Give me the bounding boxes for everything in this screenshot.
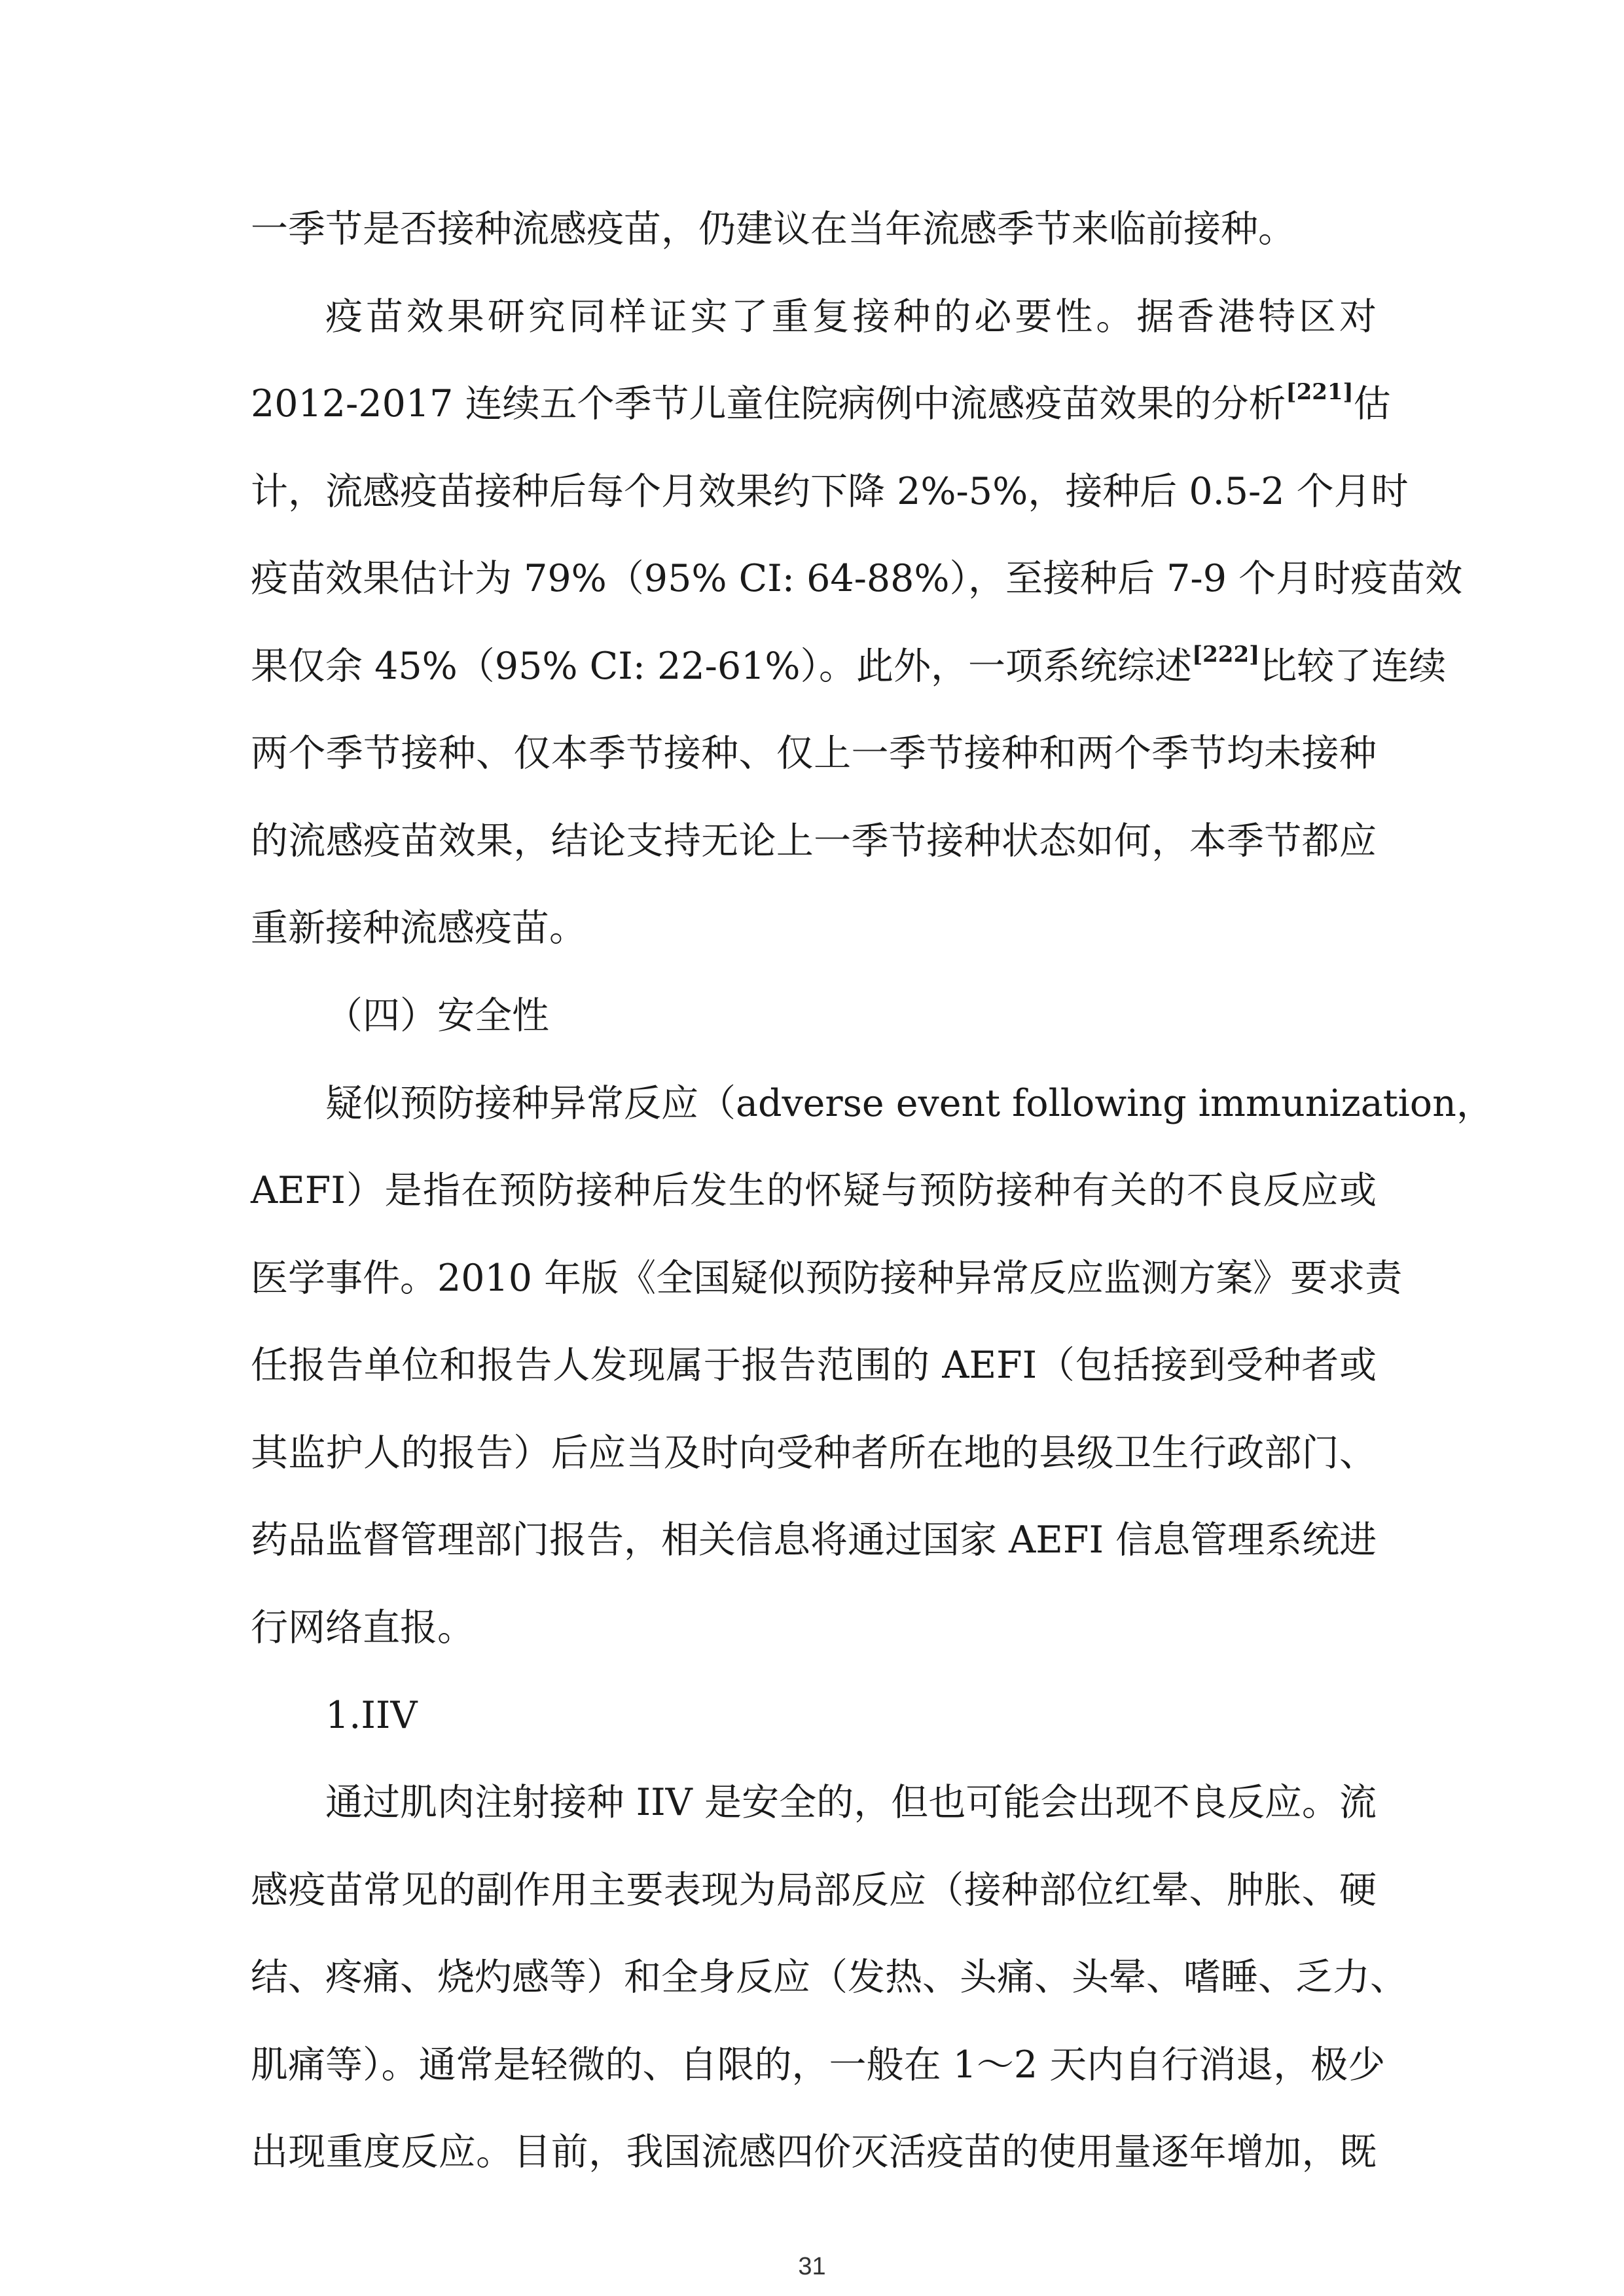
text-line: 疫苗效果估计为 79%（95% CI: 64-88%），至接种后 7-9 个月时疫苗效 <box>251 557 1463 600</box>
text-line: 计，流感疫苗接种后每个月效果约下降 2%-5%，接种后 0.5-2 个月时 <box>251 470 1409 513</box>
text-line: 结、疼痛、烧灼感等）和全身反应（发热、头痛、头晕、嗜睡、乏力、 <box>251 1956 1407 1999</box>
text-line: 任报告单位和报告人发现属于报告范围的 AEFI（包括接到受种者或 <box>251 1344 1377 1387</box>
text-line <box>251 640 1447 692</box>
text-line: 肌痛等）。通常是轻微的、自限的，一般在 1～2 天内自行消退，极少 <box>251 2043 1386 2087</box>
text-line: 两个季节接种、仅本季节接种、仅上一季节接种和两个季节均未接种 <box>251 732 1377 775</box>
text-segment: 2012-2017 连续五个季节儿童住院病例中流感疫苗效果的分析 <box>251 382 1286 425</box>
text-line: 的流感疫苗效果，结论支持无论上一季节接种状态如何，本季节都应 <box>251 819 1377 863</box>
text-line: 感疫苗常见的副作用主要表现为局部反应（接种部位红晕、肿胀、硬 <box>251 1869 1377 1912</box>
text-line: 通过肌肉注射接种 IIV 是安全的，但也可能会出现不良反应。流 <box>325 1781 1377 1824</box>
text-segment: 估 <box>1353 382 1391 425</box>
page-number: 31 <box>798 2253 826 2280</box>
text-line: 药品监督管理部门报告，相关信息将通过国家 AEFI 信息管理系统进 <box>251 1518 1377 1562</box>
text-line: 疑似预防接种异常反应（adverse event following immunization， <box>325 1082 1494 1125</box>
text-line: 一季节是否接种流感疫苗，仍建议在当年流感季节来临前接种。 <box>251 207 1295 251</box>
text-segment: 比较了连续 <box>1259 645 1447 688</box>
text-segment: 果仅余 45%（95% CI: 22-61%）。此外，一项系统综述 <box>251 645 1193 688</box>
subsection-heading: 1.IIV <box>325 1694 418 1737</box>
text-line: 出现重度反应。目前，我国流感四价灭活疫苗的使用量逐年增加，既 <box>251 2130 1377 2174</box>
text-line: 其监护人的报告）后应当及时向受种者所在地的县级卫生行政部门、 <box>251 1431 1377 1475</box>
section-heading: （四）安全性 <box>325 994 549 1037</box>
citation-ref: [222] <box>1192 641 1260 668</box>
text-line: 疫苗效果研究同样证实了重复接种的必要性。据香港特区对 <box>325 295 1377 338</box>
text-line: 医学事件。2010 年版《全国疑似预防接种异常反应监测方案》要求责 <box>251 1257 1403 1300</box>
text-line: AEFI）是指在预防接种后发生的怀疑与预防接种有关的不良反应或 <box>251 1169 1377 1212</box>
text-line: 重新接种流感疫苗。 <box>251 906 586 950</box>
citation-ref: [221] <box>1286 379 1354 405</box>
text-line: 行网络直报。 <box>251 1606 475 1649</box>
text-line <box>251 378 1391 430</box>
